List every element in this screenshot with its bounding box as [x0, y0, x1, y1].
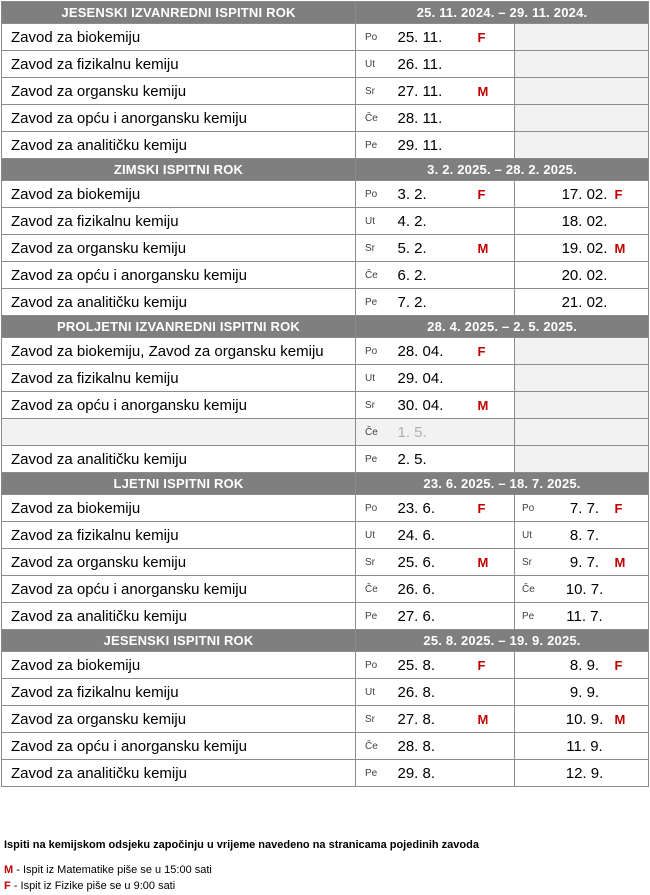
second-weekday-label: Ut	[515, 522, 555, 549]
exam-mark	[478, 733, 515, 760]
institute-name: Zavod za analitičku kemiju	[2, 446, 356, 473]
exam-date: 24. 6.	[396, 522, 478, 549]
exam-mark	[478, 446, 515, 473]
table-row	[2, 24, 649, 51]
period-dates: 23. 6. 2025. – 18. 7. 2025.	[356, 473, 649, 495]
institute-name: Zavod za biokemiju	[2, 24, 356, 51]
institute-name: Zavod za organsku kemiju	[2, 706, 356, 733]
table-row	[2, 235, 649, 262]
exam-date: 25. 11.	[396, 24, 478, 51]
institute-name: Zavod za organsku kemiju	[2, 549, 356, 576]
exam-date: 4. 2.	[396, 208, 478, 235]
second-term-empty	[515, 365, 649, 392]
period-title: JESENSKI IZVANREDNI ISPITNI ROK	[2, 2, 356, 24]
table-row	[2, 78, 649, 105]
second-exam-mark	[615, 679, 649, 706]
weekday-label: Po	[356, 652, 396, 679]
exam-date: 25. 8.	[396, 652, 478, 679]
institute-name: Zavod za biokemiju, Zavod za organsku kemiju	[2, 338, 356, 365]
second-exam-mark: F	[615, 652, 649, 679]
table-row	[2, 365, 649, 392]
second-exam-date: 9. 7.	[555, 549, 615, 576]
second-exam-mark	[615, 289, 649, 316]
second-exam-mark	[615, 576, 649, 603]
exam-mark	[478, 289, 515, 316]
legend-m-letter: M	[4, 864, 14, 876]
second-weekday-label	[515, 289, 555, 316]
legend-math	[4, 864, 212, 876]
second-weekday-label	[515, 235, 555, 262]
exam-period-header	[2, 630, 649, 652]
exam-date: 23. 6.	[396, 495, 478, 522]
second-exam-date: 21. 02.	[555, 289, 615, 316]
exam-date: 3. 2.	[396, 181, 478, 208]
second-weekday-label	[515, 706, 555, 733]
second-exam-mark	[615, 760, 649, 787]
period-title: ZIMSKI ISPITNI ROK	[2, 159, 356, 181]
table-row	[2, 105, 649, 132]
second-weekday-label: Po	[515, 495, 555, 522]
legend-f-text: - Ispit iz Fizike piše se u 9:00 sati	[10, 880, 176, 892]
second-weekday-label	[515, 760, 555, 787]
weekday-label: Ut	[356, 365, 396, 392]
exam-mark	[478, 365, 515, 392]
institute-name: Zavod za biokemiju	[2, 495, 356, 522]
institute-name: Zavod za biokemiju	[2, 181, 356, 208]
exam-mark	[478, 576, 515, 603]
institute-name	[2, 419, 356, 446]
second-weekday-label: Če	[515, 576, 555, 603]
exam-period-header	[2, 159, 649, 181]
table-row	[2, 289, 649, 316]
second-term-empty	[515, 105, 649, 132]
second-exam-mark: M	[615, 549, 649, 576]
weekday-label: Po	[356, 495, 396, 522]
institute-name: Zavod za analitičku kemiju	[2, 132, 356, 159]
exam-mark: F	[478, 652, 515, 679]
second-exam-mark	[615, 733, 649, 760]
table-row	[2, 679, 649, 706]
exam-date: 5. 2.	[396, 235, 478, 262]
period-dates: 25. 11. 2024. – 29. 11. 2024.	[356, 2, 649, 24]
period-title: JESENSKI ISPITNI ROK	[2, 630, 356, 652]
exam-mark	[478, 51, 515, 78]
second-exam-date: 17. 02.	[555, 181, 615, 208]
exam-date: 27. 6.	[396, 603, 478, 630]
exam-mark	[478, 679, 515, 706]
weekday-label: Po	[356, 338, 396, 365]
institute-name: Zavod za fizikalnu kemiju	[2, 679, 356, 706]
footer-note: Ispiti na kemijskom odsjeku započinju u vrijeme navedeno na stranicama pojedinih zavoda	[4, 839, 479, 851]
institute-name: Zavod za opću i anorgansku kemiju	[2, 262, 356, 289]
second-weekday-label	[515, 652, 555, 679]
second-exam-mark	[615, 522, 649, 549]
second-exam-mark: F	[615, 495, 649, 522]
exam-mark	[478, 419, 515, 446]
institute-name: Zavod za opću i anorgansku kemiju	[2, 105, 356, 132]
institute-name: Zavod za fizikalnu kemiju	[2, 208, 356, 235]
table-row	[2, 132, 649, 159]
second-exam-date: 19. 02.	[555, 235, 615, 262]
table-row	[2, 51, 649, 78]
exam-mark	[478, 603, 515, 630]
weekday-label: Če	[356, 576, 396, 603]
second-exam-date: 9. 9.	[555, 679, 615, 706]
table-row	[2, 706, 649, 733]
institute-name: Zavod za analitičku kemiju	[2, 760, 356, 787]
exam-period-header	[2, 473, 649, 495]
schedule-body	[2, 2, 649, 787]
exam-date: 26. 11.	[396, 51, 478, 78]
weekday-label: Sr	[356, 235, 396, 262]
exam-mark	[478, 760, 515, 787]
exam-date: 28. 04.	[396, 338, 478, 365]
institute-name: Zavod za fizikalnu kemiju	[2, 522, 356, 549]
weekday-label: Če	[356, 262, 396, 289]
table-row	[2, 208, 649, 235]
exam-date: 29. 8.	[396, 760, 478, 787]
exam-mark: M	[478, 78, 515, 105]
exam-date: 7. 2.	[396, 289, 478, 316]
exam-mark: M	[478, 706, 515, 733]
second-exam-date: 11. 9.	[555, 733, 615, 760]
weekday-label: Sr	[356, 549, 396, 576]
exam-mark: F	[478, 181, 515, 208]
exam-period-header	[2, 316, 649, 338]
exam-date: 29. 04.	[396, 365, 478, 392]
second-weekday-label	[515, 208, 555, 235]
second-weekday-label	[515, 181, 555, 208]
weekday-label: Če	[356, 105, 396, 132]
exam-mark: F	[478, 338, 515, 365]
second-term-empty	[515, 78, 649, 105]
exam-mark: M	[478, 235, 515, 262]
weekday-label: Če	[356, 733, 396, 760]
legend-m-text: - Ispit iz Matematike piše se u 15:00 sati	[13, 864, 212, 876]
institute-name: Zavod za opću i anorgansku kemiju	[2, 733, 356, 760]
exam-date: 28. 11.	[396, 105, 478, 132]
legend-physics	[4, 880, 175, 892]
weekday-label: Sr	[356, 706, 396, 733]
table-row	[2, 760, 649, 787]
exam-mark	[478, 208, 515, 235]
second-exam-date: 12. 9.	[555, 760, 615, 787]
weekday-label: Po	[356, 24, 396, 51]
weekday-label: Ut	[356, 208, 396, 235]
second-term-empty	[515, 132, 649, 159]
second-exam-date: 8. 9.	[555, 652, 615, 679]
table-row	[2, 549, 649, 576]
table-row	[2, 392, 649, 419]
exam-date: 27. 11.	[396, 78, 478, 105]
exam-date: 28. 8.	[396, 733, 478, 760]
exam-date: 26. 6.	[396, 576, 478, 603]
table-row	[2, 338, 649, 365]
second-term-empty	[515, 392, 649, 419]
institute-name: Zavod za analitičku kemiju	[2, 289, 356, 316]
second-exam-mark: M	[615, 706, 649, 733]
second-exam-date: 10. 9.	[555, 706, 615, 733]
weekday-label: Pe	[356, 603, 396, 630]
table-row	[2, 733, 649, 760]
table-row	[2, 495, 649, 522]
institute-name: Zavod za organsku kemiju	[2, 78, 356, 105]
weekday-label: Ut	[356, 679, 396, 706]
weekday-label: Pe	[356, 446, 396, 473]
period-dates: 28. 4. 2025. – 2. 5. 2025.	[356, 316, 649, 338]
table-row	[2, 522, 649, 549]
exam-date: 27. 8.	[396, 706, 478, 733]
exam-mark: F	[478, 24, 515, 51]
weekday-label: Ut	[356, 522, 396, 549]
second-exam-mark	[615, 603, 649, 630]
second-weekday-label	[515, 262, 555, 289]
table-row	[2, 652, 649, 679]
institute-name: Zavod za opću i anorgansku kemiju	[2, 392, 356, 419]
exam-date: 1. 5.	[396, 419, 478, 446]
exam-date: 26. 8.	[396, 679, 478, 706]
exam-date: 25. 6.	[396, 549, 478, 576]
period-dates: 3. 2. 2025. – 28. 2. 2025.	[356, 159, 649, 181]
second-exam-date: 18. 02.	[555, 208, 615, 235]
weekday-label: Sr	[356, 78, 396, 105]
exam-mark: M	[478, 549, 515, 576]
second-term-empty	[515, 51, 649, 78]
exam-date: 6. 2.	[396, 262, 478, 289]
table-row	[2, 262, 649, 289]
institute-name: Zavod za analitičku kemiju	[2, 603, 356, 630]
institute-name: Zavod za fizikalnu kemiju	[2, 51, 356, 78]
legend-f-letter: F	[4, 880, 11, 892]
second-exam-date: 10. 7.	[555, 576, 615, 603]
exam-period-header	[2, 2, 649, 24]
second-term-empty	[515, 446, 649, 473]
second-weekday-label	[515, 733, 555, 760]
table-row	[2, 576, 649, 603]
table-row	[2, 603, 649, 630]
second-exam-date: 20. 02.	[555, 262, 615, 289]
exam-mark: F	[478, 495, 515, 522]
exam-date: 29. 11.	[396, 132, 478, 159]
weekday-label: Pe	[356, 132, 396, 159]
weekday-label: Ut	[356, 51, 396, 78]
weekday-label: Pe	[356, 289, 396, 316]
exam-mark	[478, 105, 515, 132]
second-exam-date: 7. 7.	[555, 495, 615, 522]
second-term-empty	[515, 419, 649, 446]
second-term-empty	[515, 338, 649, 365]
second-exam-date: 8. 7.	[555, 522, 615, 549]
institute-name: Zavod za organsku kemiju	[2, 235, 356, 262]
exam-mark	[478, 262, 515, 289]
second-exam-mark	[615, 262, 649, 289]
weekday-label: Če	[356, 419, 396, 446]
institute-name: Zavod za biokemiju	[2, 652, 356, 679]
exam-mark	[478, 522, 515, 549]
second-term-empty	[515, 24, 649, 51]
exam-mark: M	[478, 392, 515, 419]
institute-name: Zavod za opću i anorgansku kemiju	[2, 576, 356, 603]
period-title: LJETNI ISPITNI ROK	[2, 473, 356, 495]
table-row	[2, 181, 649, 208]
institute-name: Zavod za fizikalnu kemiju	[2, 365, 356, 392]
weekday-label: Pe	[356, 760, 396, 787]
exam-mark	[478, 132, 515, 159]
period-title: PROLJETNI IZVANREDNI ISPITNI ROK	[2, 316, 356, 338]
weekday-label: Po	[356, 181, 396, 208]
second-weekday-label	[515, 679, 555, 706]
second-weekday-label: Sr	[515, 549, 555, 576]
second-exam-date: 11. 7.	[555, 603, 615, 630]
exam-schedule-table	[1, 1, 649, 787]
period-dates: 25. 8. 2025. – 19. 9. 2025.	[356, 630, 649, 652]
exam-date: 30. 04.	[396, 392, 478, 419]
table-row	[2, 446, 649, 473]
second-exam-mark	[615, 208, 649, 235]
table-row	[2, 419, 649, 446]
exam-date: 2. 5.	[396, 446, 478, 473]
second-exam-mark: M	[615, 235, 649, 262]
weekday-label: Sr	[356, 392, 396, 419]
second-weekday-label: Pe	[515, 603, 555, 630]
second-exam-mark: F	[615, 181, 649, 208]
